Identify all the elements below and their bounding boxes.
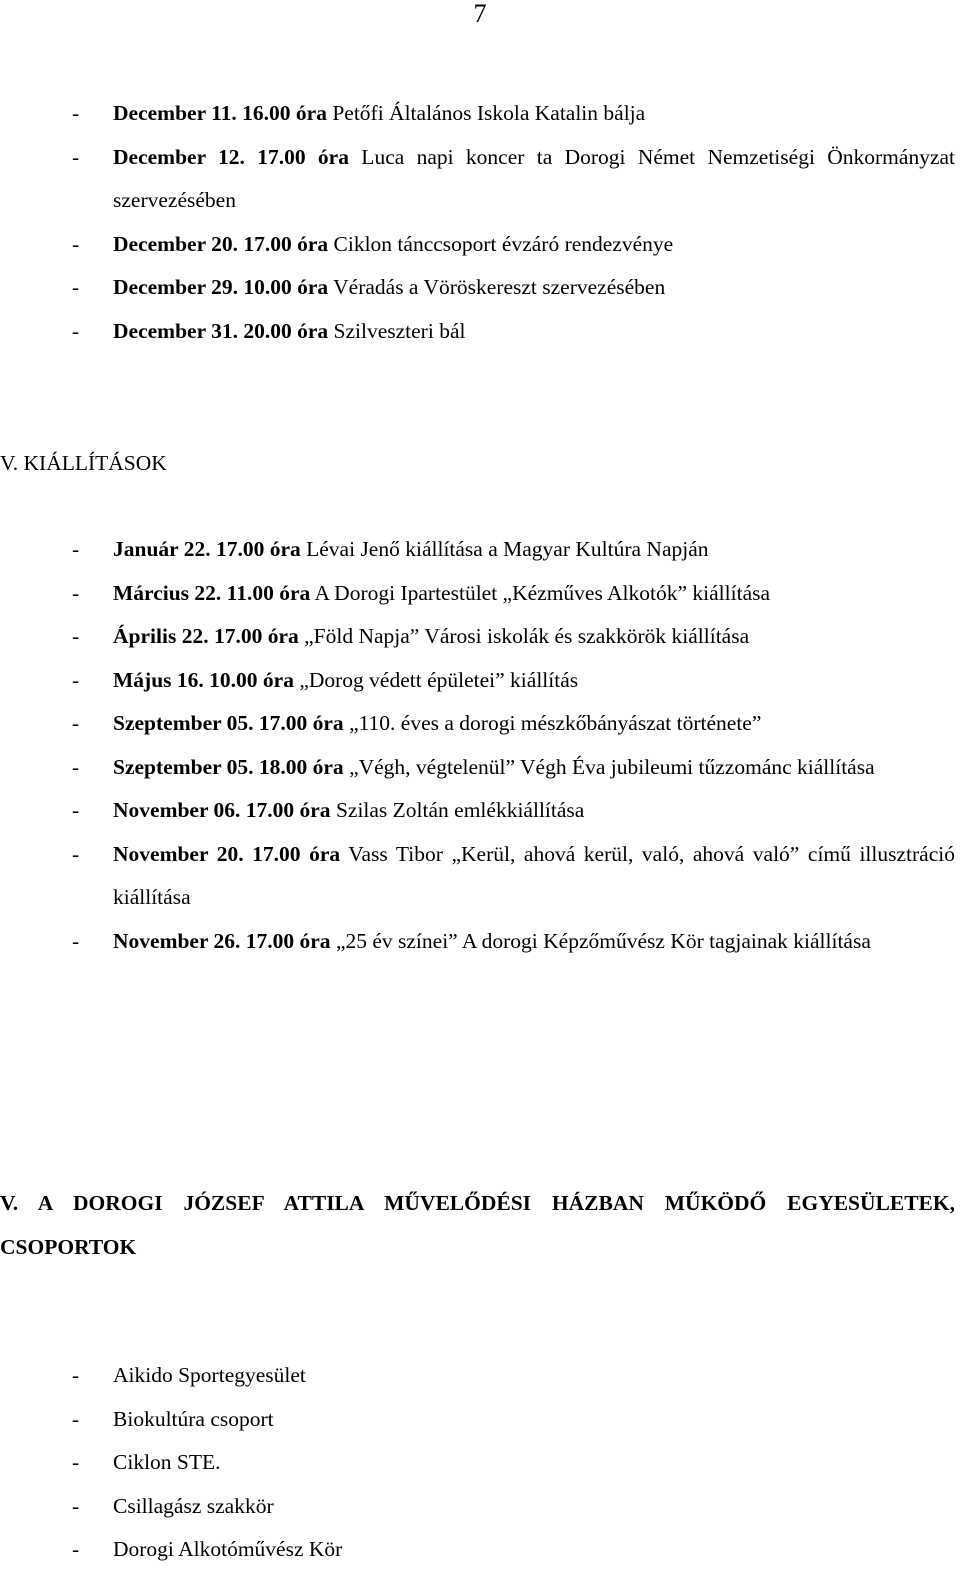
exhibition-date: November 20. 17.00 óra [113,841,341,866]
list-item [0,659,955,703]
exhibition-date: Április 22. 17.00 óra [113,624,299,648]
exhibition-text: „Dorog védett épületei” kiállítás [293,667,579,692]
event-text: Luca napi koncer ta Dorogi Német Nemzetiségi Önkormányzat szervezésében [113,144,955,212]
exhibition-text: A Dorogi Ipartestület „Kézműves Alkotók” kiállítása [310,580,771,605]
exhibitions-list [0,528,955,963]
list-item [0,572,955,616]
exhibition-date: Január 22. 17.00 óra [113,537,301,561]
event-text: Ciklon tánccsoport évzáró rendezvénye [328,231,674,256]
list-item [0,702,955,746]
event-date: December 29. 10.00 óra [113,275,329,299]
list-dash: - [72,580,80,605]
list-item [0,920,955,964]
list-item [0,833,955,920]
exhibition-date: Szeptember 05. 18.00 óra [113,754,344,779]
list-item [0,223,955,267]
events-list [0,92,955,353]
list-item [0,1441,955,1485]
association-name: Ciklon STE. [113,1450,221,1474]
exhibition-date: November 26. 17.00 óra [113,928,331,953]
exhibition-text: „Végh, végtelenül” Végh Éva jubileumi tűzzománc kiállítása [343,754,875,779]
list-dash: - [72,1493,80,1518]
list-item [0,1354,955,1398]
list-dash: - [72,798,80,822]
exhibition-date: Március 22. 11.00 óra [113,580,311,605]
list-dash: - [72,1406,80,1431]
list-item [0,1528,955,1572]
association-name: Aikido Sportegyesület [113,1363,306,1387]
list-item [0,789,955,833]
event-text: Véradás a Vöröskereszt szervezésében [328,275,666,299]
list-dash: - [72,1537,80,1561]
list-dash: - [72,275,80,299]
list-dash: - [72,711,80,735]
list-dash: - [72,754,80,779]
section-heading-exhibitions: V. KIÁLLÍTÁSOK [0,451,167,475]
list-dash: - [72,231,80,256]
list-item [0,1398,955,1442]
exhibition-text: Lévai Jenő kiállítása a Magyar Kultúra Napján [300,537,709,561]
list-item [0,528,955,572]
list-dash: - [72,318,80,343]
section-heading-associations: V. A DOROGI JÓZSEF ATTILA MŰVELŐDÉSI HÁZBAN MŰKÖDŐ EGYESÜLETEK, CSOPORTOK [0,1191,955,1259]
exhibition-text: Vass Tibor „Kerül, ahová kerül, való, ahová való” című illusztráció kiállítása [113,841,955,909]
association-name: Dorogi Alkotóművész Kör [113,1537,343,1561]
exhibition-date: Május 16. 10.00 óra [113,667,294,692]
exhibition-text: „25 év színei” A dorogi Képzőművész Kör tagjainak kiállítása [330,928,871,953]
list-dash: - [72,101,80,125]
exhibition-text: „110. éves a dorogi mészkőbányászat története” [343,711,762,735]
list-dash: - [72,841,80,866]
associations-list [0,1354,955,1572]
list-dash: - [72,1450,80,1474]
list-item [0,310,955,354]
association-name: Biokultúra csoport [113,1406,274,1431]
event-date: December 12. 17.00 óra [113,144,349,169]
event-text: Szilveszteri bál [328,318,466,343]
event-date: December 31. 20.00 óra [113,318,329,343]
exhibition-text: „Föld Napja” Városi iskolák és szakkörök kiállítása [298,624,750,648]
list-dash: - [72,537,80,561]
exhibition-date: Szeptember 05. 17.00 óra [113,711,344,735]
exhibition-date: November 06. 17.00 óra [113,798,331,822]
list-item [0,746,955,790]
event-text: Petőfi Általános Iskola Katalin bálja [326,101,646,125]
list-item [0,266,955,310]
list-dash: - [72,667,80,692]
list-dash: - [72,1363,80,1387]
event-date: December 11. 16.00 óra [113,101,327,125]
list-item [0,1485,955,1529]
page-number: 7 [473,0,487,28]
list-dash: - [72,624,80,648]
exhibition-text: Szilas Zoltán emlékkiállítása [330,798,585,822]
list-item [0,92,955,136]
list-item [0,615,955,659]
list-dash: - [72,928,80,953]
association-name: Csillagász szakkör [113,1493,274,1518]
list-item [0,136,955,223]
list-dash: - [72,144,80,169]
event-date: December 20. 17.00 óra [113,231,329,256]
